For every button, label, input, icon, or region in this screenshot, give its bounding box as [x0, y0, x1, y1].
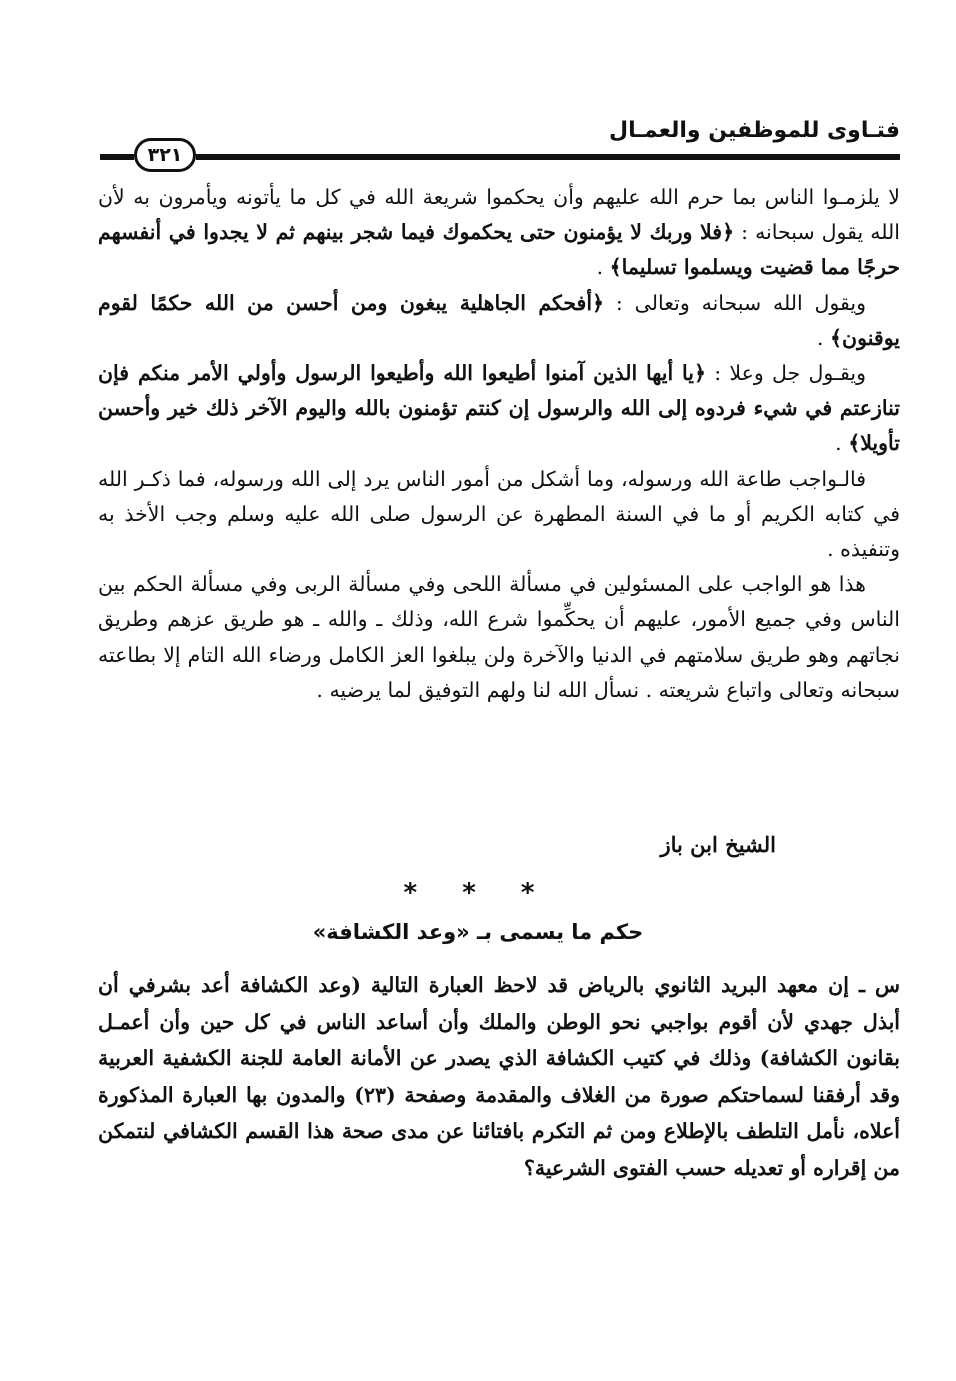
paragraph-text: ويقول الله سبحانه وتعالى : — [615, 290, 866, 315]
page-header — [100, 112, 900, 172]
paragraph: لا يلزمـوا الناس بما حرم الله عليهم وأن يحكموا شريعة الله في كل ما يأتونه ويأمرون به لأن الله يقول سبحانه : ﴿فلا وربك لا يؤمنون حتى يحكموك فيما شجر بينهم ثم لا يجدوا في أنفسهم حرجًا مما قضيت ويسلموا تسليما﴾ . — [98, 185, 900, 280]
paragraph: س ـ إن معهد البريد الثانوي بالرياض قد لاحظ العبارة التالية (وعد الكشافة أعد بشرفي أن أبذل جهدي لأن أقوم بواجبي نحو الوطن والملك وأن أساعد الناس في كل حين وأن أعمـل بقانون الكشافة) وذلك في كتيب الكشافة الذي يصدر عن الأمانة العامة للجنة الكشفية العربية وقد أرفقنا لسماحتكم صورة من الغلاف والمقدمة وصفحة (٢٣) والمدون بها العبارة المذكورة أعلاه، نأمل التلطف بالإطلاع ومن ثم التكرم بافتائنا عن مدى صحة هذا القسم الكشافي لنتمكن من إقراره أو تعديله حسب الفتوى الشرعية؟ — [98, 973, 900, 1180]
paragraph: ويقول الله سبحانه وتعالى : ﴿أفحكم الجاهلية يبغون ومن أحسن من الله حكمًا لقوم يوقنون﴾ . — [98, 290, 900, 350]
quran-quote: ﴿أفحكم الجاهلية يبغون ومن أحسن من الله حكمًا لقوم يوقنون﴾ — [98, 290, 900, 350]
paragraph-text: لا يلزمـوا الناس بما حرم الله عليهم وأن يحكموا شريعة الله في كل ما يأتونه ويأمرون به لأن الله يقول سبحانه : — [98, 185, 900, 245]
fatwa-answer-text — [98, 180, 900, 708]
header-rule — [196, 154, 900, 160]
section-separator: * * * — [403, 878, 553, 908]
header-rule-left — [100, 154, 134, 160]
section-title: حكم ما يسمى بـ «وعد الكشافة» — [312, 920, 644, 944]
quran-quote: ﴿فلا وربك لا يؤمنون حتى يحكموك فيما شجر بينهم ثم لا يجدوا في أنفسهم حرجًا مما قضيت ويسلموا تسليما﴾ — [98, 220, 900, 280]
question-text — [98, 967, 900, 1186]
paragraph: ويقـول جل وعلا : ﴿يا أيها الذين آمنوا أطيعوا الله وأطيعوا الرسول وأولي الأمر منكم فإن تنازعتم في شيء فردوه إلى الله والرسول إن كنتم تؤمنون بالله واليوم الآخر ذلك خير وأحسن تأويلا﴾ . — [98, 361, 900, 456]
signature: الشيخ ابن باز — [660, 832, 776, 857]
paragraph: هذا هو الواجب على المسئولين في مسألة اللحى وفي مسألة الربى وفي مسألة الحكم بين الناس وفي جميع الأمور، عليهم أن يحكِّموا شرع الله، وذلك ـ والله ـ هو طريق عزهم وطريق نجاتهم وهو طريق سلامتهم في الدنيا والآخرة ولن يبلغوا العز الكامل ورضاء الله التام إلا بطاعته سبحانه وتعالى واتباع شريعته . نسأل الله لنا ولهم التوفيق لما يرضيه . — [98, 572, 900, 702]
quran-quote: ﴿يا أيها الذين آمنوا أطيعوا الله وأطيعوا الرسول وأولي الأمر منكم فإن تنازعتم في شيء فردوه إلى الله والرسول إن كنتم تؤمنون بالله واليوم الآخر ذلك خير وأحسن تأويلا﴾ — [98, 361, 900, 456]
book-title: فتـاوى للموظفين والعمـال — [609, 118, 900, 143]
paragraph-text: ويقـول جل وعلا : — [714, 361, 866, 386]
paragraph: فالـواجب طاعة الله ورسوله، وما أشكل من أمور الناس يرد إلى الله ورسوله، فما ذكـر الله في كتابه الكريم أو ما في السنة المطهرة عن الرسول صلى الله عليه وسلم وجب الأخذ به وتنفيذه . — [98, 466, 900, 562]
page-number: ٣٢١ — [134, 138, 196, 172]
